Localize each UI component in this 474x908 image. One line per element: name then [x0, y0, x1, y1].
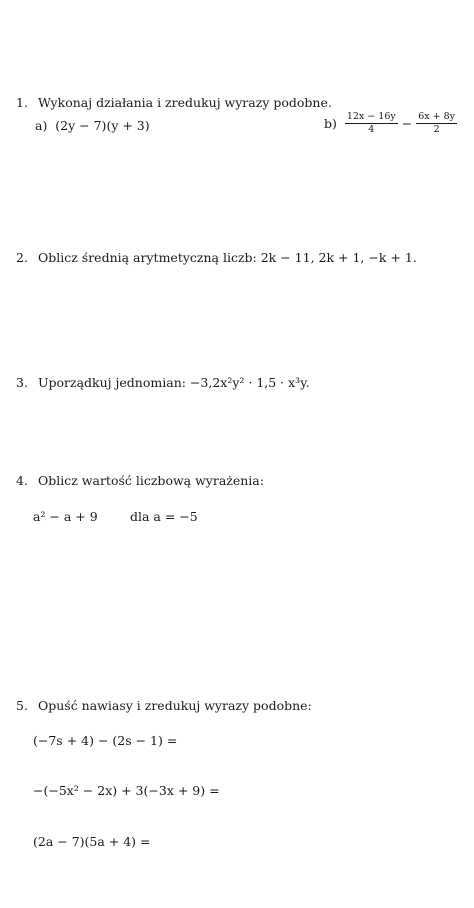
task-number: 2. — [16, 250, 28, 265]
task-text: Oblicz średnią arytmetyczną liczb: 2k − 11, 2k + 1, −k + 1. — [37, 250, 417, 265]
task-number: 4. — [16, 473, 28, 488]
subpart-label: a) — [35, 118, 48, 133]
task-3-heading — [16, 375, 310, 390]
task-text: Oblicz wartość liczbową wyrażenia: — [37, 473, 264, 488]
numerator: 6x + 8y — [418, 111, 456, 122]
task-4-expression — [33, 509, 98, 524]
task-4-condition — [130, 509, 198, 524]
task-5-line-2: −(−5x² − 2x) + 3(−3x + 9) = — [33, 783, 220, 798]
task-5-heading — [16, 698, 312, 713]
task-1b — [324, 112, 457, 135]
expression: a² − a + 9 — [33, 509, 98, 524]
task-2-heading — [16, 250, 417, 265]
fraction-1 — [345, 112, 398, 135]
task-4-heading — [16, 473, 264, 488]
task-number: 3. — [16, 375, 28, 390]
task-text: Uporządkuj jednomian: −3,2x²y² · 1,5 · x³y. — [37, 375, 310, 390]
task-text: Opuść nawiasy i zredukuj wyrazy podobne: — [37, 698, 312, 713]
denominator: 4 — [368, 124, 375, 135]
task-number: 1. — [16, 95, 28, 110]
fraction-2 — [416, 112, 457, 135]
denominator: 2 — [433, 124, 440, 135]
task-5-line-1: (−7s + 4) − (2s − 1) = — [33, 733, 178, 748]
task-1-heading — [16, 95, 332, 110]
minus-sign: − — [401, 116, 413, 131]
expression: (2y − 7)(y + 3) — [55, 118, 150, 133]
task-number: 5. — [16, 698, 28, 713]
task-1a — [35, 118, 150, 133]
subpart-label: b) — [324, 116, 337, 131]
condition: dla a = −5 — [130, 509, 198, 524]
numerator: 12x − 16y — [346, 111, 396, 122]
task-5-line-3: (2a − 7)(5a + 4) = — [33, 834, 151, 849]
task-text: Wykonaj działania i zredukuj wyrazy podobne. — [37, 95, 332, 110]
